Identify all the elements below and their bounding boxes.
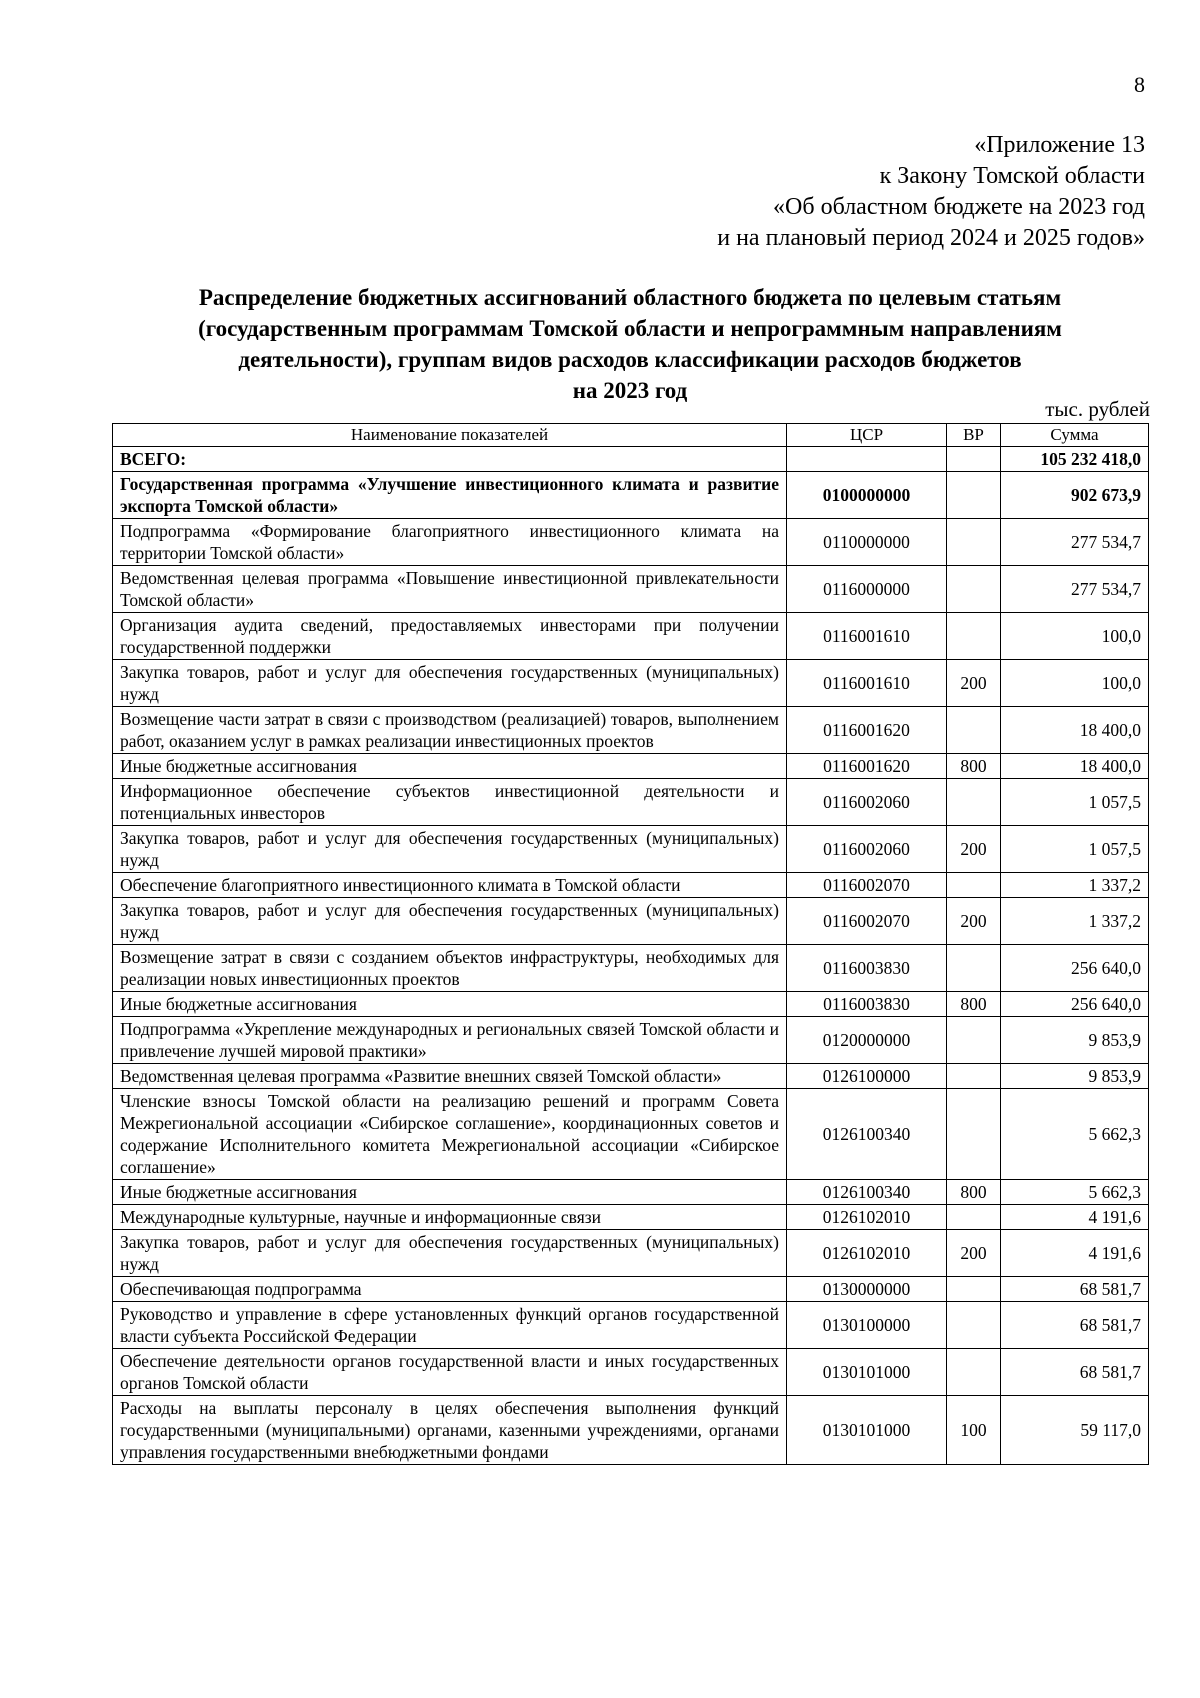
row-sum-cell: 256 640,0	[1001, 945, 1149, 992]
row-sum-cell: 4 191,6	[1001, 1230, 1149, 1277]
row-name-cell: Расходы на выплаты персоналу в целях обеспечения выполнения функций государственными (муниципальными) органами, казенными учреждениями, органами управления государственными внебюджетными фондами	[113, 1396, 787, 1465]
row-name-cell: Иные бюджетные ассигнования	[113, 754, 787, 779]
row-sum-cell: 1 337,2	[1001, 898, 1149, 945]
table-row	[113, 707, 1149, 754]
row-csr-cell: 0120000000	[787, 1017, 947, 1064]
row-sum-cell: 4 191,6	[1001, 1205, 1149, 1230]
row-name-cell: Информационное обеспечение субъектов инвестиционной деятельности и потенциальных инвесторов	[113, 779, 787, 826]
row-vr-cell	[947, 945, 1001, 992]
row-name-cell: Ведомственная целевая программа «Повышение инвестиционной привлекательности Томской области»	[113, 566, 787, 613]
budget-table	[112, 423, 1149, 1465]
row-vr-cell: 200	[947, 826, 1001, 873]
appendix-line: «Об областном бюджете на 2023 год	[773, 194, 1145, 220]
row-csr-cell: 0116001620	[787, 754, 947, 779]
row-csr-cell: 0126100340	[787, 1089, 947, 1180]
header-vr: ВР	[947, 424, 1001, 447]
row-sum-cell: 18 400,0	[1001, 707, 1149, 754]
table-row	[113, 1089, 1149, 1180]
header-sum: Сумма	[1001, 424, 1149, 447]
row-csr-cell: 0116002070	[787, 873, 947, 898]
row-vr-cell	[947, 1302, 1001, 1349]
row-csr-cell: 0116002070	[787, 898, 947, 945]
row-vr-cell: 800	[947, 1180, 1001, 1205]
row-vr-cell	[947, 472, 1001, 519]
row-name-cell: Обеспечивающая подпрограмма	[113, 1277, 787, 1302]
row-sum-cell: 68 581,7	[1001, 1277, 1149, 1302]
row-sum-cell: 68 581,7	[1001, 1349, 1149, 1396]
title-line: деятельности), группам видов расходов классификации расходов бюджетов	[238, 347, 1022, 372]
table-row	[113, 660, 1149, 707]
appendix-line: к Закону Томской области	[879, 163, 1145, 189]
table-row	[113, 779, 1149, 826]
table-row	[113, 472, 1149, 519]
row-sum-cell: 1 337,2	[1001, 873, 1149, 898]
title-line: (государственным программам Томской области и непрограммным направлениям	[198, 316, 1062, 341]
row-sum-cell: 256 640,0	[1001, 992, 1149, 1017]
row-name-cell: Членские взносы Томской области на реализацию решений и программ Совета Межрегиональной ассоциации «Сибирское соглашение», координационных советов и содержание Исполнительного комитета Межрегиональной ассоциации «Сибирское соглашение»	[113, 1089, 787, 1180]
appendix-line: и на плановый период 2024 и 2025 годов»	[717, 225, 1145, 251]
row-name-cell: Руководство и управление в сфере установленных функций органов государственной власти субъекта Российской Федерации	[113, 1302, 787, 1349]
row-name-cell: Закупка товаров, работ и услуг для обеспечения государственных (муниципальных) нужд	[113, 826, 787, 873]
row-vr-cell	[947, 1089, 1001, 1180]
row-sum-cell: 5 662,3	[1001, 1180, 1149, 1205]
table-row	[113, 1205, 1149, 1230]
row-csr-cell: 0116002060	[787, 779, 947, 826]
row-name-cell: Подпрограмма «Формирование благоприятного инвестиционного климата на территории Томской области»	[113, 519, 787, 566]
row-name-cell: Закупка товаров, работ и услуг для обеспечения государственных (муниципальных) нужд	[113, 898, 787, 945]
table-row	[113, 519, 1149, 566]
row-csr-cell: 0130101000	[787, 1349, 947, 1396]
row-vr-cell	[947, 1349, 1001, 1396]
row-csr-cell: 0130101000	[787, 1396, 947, 1465]
table-row	[113, 447, 1149, 472]
table-row	[113, 754, 1149, 779]
row-csr-cell	[787, 447, 947, 472]
row-sum-cell: 59 117,0	[1001, 1396, 1149, 1465]
row-vr-cell	[947, 779, 1001, 826]
row-csr-cell: 0116000000	[787, 566, 947, 613]
header-name: Наименование показателей	[113, 424, 787, 447]
row-csr-cell: 0130100000	[787, 1302, 947, 1349]
table-row	[113, 613, 1149, 660]
row-sum-cell: 18 400,0	[1001, 754, 1149, 779]
table-body	[113, 447, 1149, 1465]
row-csr-cell: 0116001620	[787, 707, 947, 754]
table-row	[113, 873, 1149, 898]
table-row	[113, 945, 1149, 992]
row-name-cell: Организация аудита сведений, предоставляемых инвесторами при получении государственной поддержки	[113, 613, 787, 660]
row-name-cell: ВСЕГО:	[113, 447, 787, 472]
row-csr-cell: 0130000000	[787, 1277, 947, 1302]
row-csr-cell: 0116001610	[787, 613, 947, 660]
table-row	[113, 1396, 1149, 1465]
appendix-header	[717, 130, 1145, 254]
row-vr-cell	[947, 519, 1001, 566]
row-vr-cell: 200	[947, 660, 1001, 707]
row-vr-cell	[947, 1277, 1001, 1302]
row-name-cell: Возмещение части затрат в связи с производством (реализацией) товаров, выполнением работ, оказанием услуг в рамках реализации инвестиционных проектов	[113, 707, 787, 754]
row-name-cell: Закупка товаров, работ и услуг для обеспечения государственных (муниципальных) нужд	[113, 1230, 787, 1277]
row-name-cell: Обеспечение деятельности органов государственной власти и иных государственных органов Томской области	[113, 1349, 787, 1396]
row-vr-cell	[947, 1205, 1001, 1230]
row-name-cell: Закупка товаров, работ и услуг для обеспечения государственных (муниципальных) нужд	[113, 660, 787, 707]
table-row	[113, 1017, 1149, 1064]
row-vr-cell	[947, 1064, 1001, 1089]
row-csr-cell: 0116002060	[787, 826, 947, 873]
table-header-row	[113, 424, 1149, 447]
row-vr-cell: 200	[947, 898, 1001, 945]
table-row	[113, 1064, 1149, 1089]
row-sum-cell: 277 534,7	[1001, 519, 1149, 566]
row-sum-cell: 277 534,7	[1001, 566, 1149, 613]
row-sum-cell: 100,0	[1001, 660, 1149, 707]
row-vr-cell	[947, 1017, 1001, 1064]
row-sum-cell: 9 853,9	[1001, 1017, 1149, 1064]
table-row	[113, 898, 1149, 945]
unit-label: тыс. рублей	[1045, 397, 1150, 421]
table-row	[113, 992, 1149, 1017]
row-name-cell: Иные бюджетные ассигнования	[113, 1180, 787, 1205]
row-sum-cell: 5 662,3	[1001, 1089, 1149, 1180]
row-sum-cell: 1 057,5	[1001, 826, 1149, 873]
table-row	[113, 826, 1149, 873]
row-vr-cell	[947, 613, 1001, 660]
appendix-line: «Приложение 13	[974, 132, 1145, 158]
row-name-cell: Обеспечение благоприятного инвестиционного климата в Томской области	[113, 873, 787, 898]
row-name-cell: Международные культурные, научные и информационные связи	[113, 1205, 787, 1230]
row-csr-cell: 0126102010	[787, 1230, 947, 1277]
table-row	[113, 566, 1149, 613]
row-name-cell: Ведомственная целевая программа «Развитие внешних связей Томской области»	[113, 1064, 787, 1089]
row-name-cell: Государственная программа «Улучшение инвестиционного климата и развитие экспорта Томской области»	[113, 472, 787, 519]
row-csr-cell: 0126100000	[787, 1064, 947, 1089]
row-name-cell: Возмещение затрат в связи с созданием объектов инфраструктуры, необходимых для реализации новых инвестиционных проектов	[113, 945, 787, 992]
table-row	[113, 1180, 1149, 1205]
row-sum-cell: 9 853,9	[1001, 1064, 1149, 1089]
row-vr-cell: 100	[947, 1396, 1001, 1465]
row-csr-cell: 0110000000	[787, 519, 947, 566]
row-vr-cell	[947, 566, 1001, 613]
title-line: Распределение бюджетных ассигнований областного бюджета по целевым статьям	[198, 285, 1062, 310]
header-csr: ЦСР	[787, 424, 947, 447]
document-title	[110, 282, 1150, 406]
row-sum-cell: 100,0	[1001, 613, 1149, 660]
row-sum-cell: 105 232 418,0	[1001, 447, 1149, 472]
row-csr-cell: 0116003830	[787, 992, 947, 1017]
row-csr-cell: 0116001610	[787, 660, 947, 707]
title-line: на 2023 год	[572, 378, 688, 403]
row-vr-cell: 800	[947, 754, 1001, 779]
row-name-cell: Подпрограмма «Укрепление международных и региональных связей Томской области и привлечение лучшей мировой практики»	[113, 1017, 787, 1064]
table-row	[113, 1277, 1149, 1302]
row-csr-cell: 0100000000	[787, 472, 947, 519]
row-vr-cell	[947, 873, 1001, 898]
row-sum-cell: 902 673,9	[1001, 472, 1149, 519]
row-vr-cell	[947, 707, 1001, 754]
table-row	[113, 1349, 1149, 1396]
row-vr-cell	[947, 447, 1001, 472]
row-sum-cell: 1 057,5	[1001, 779, 1149, 826]
row-csr-cell: 0126100340	[787, 1180, 947, 1205]
row-name-cell: Иные бюджетные ассигнования	[113, 992, 787, 1017]
table-row	[113, 1302, 1149, 1349]
row-vr-cell: 200	[947, 1230, 1001, 1277]
page-number: 8	[1134, 72, 1145, 97]
row-vr-cell: 800	[947, 992, 1001, 1017]
row-csr-cell: 0116003830	[787, 945, 947, 992]
row-csr-cell: 0126102010	[787, 1205, 947, 1230]
row-sum-cell: 68 581,7	[1001, 1302, 1149, 1349]
table-row	[113, 1230, 1149, 1277]
